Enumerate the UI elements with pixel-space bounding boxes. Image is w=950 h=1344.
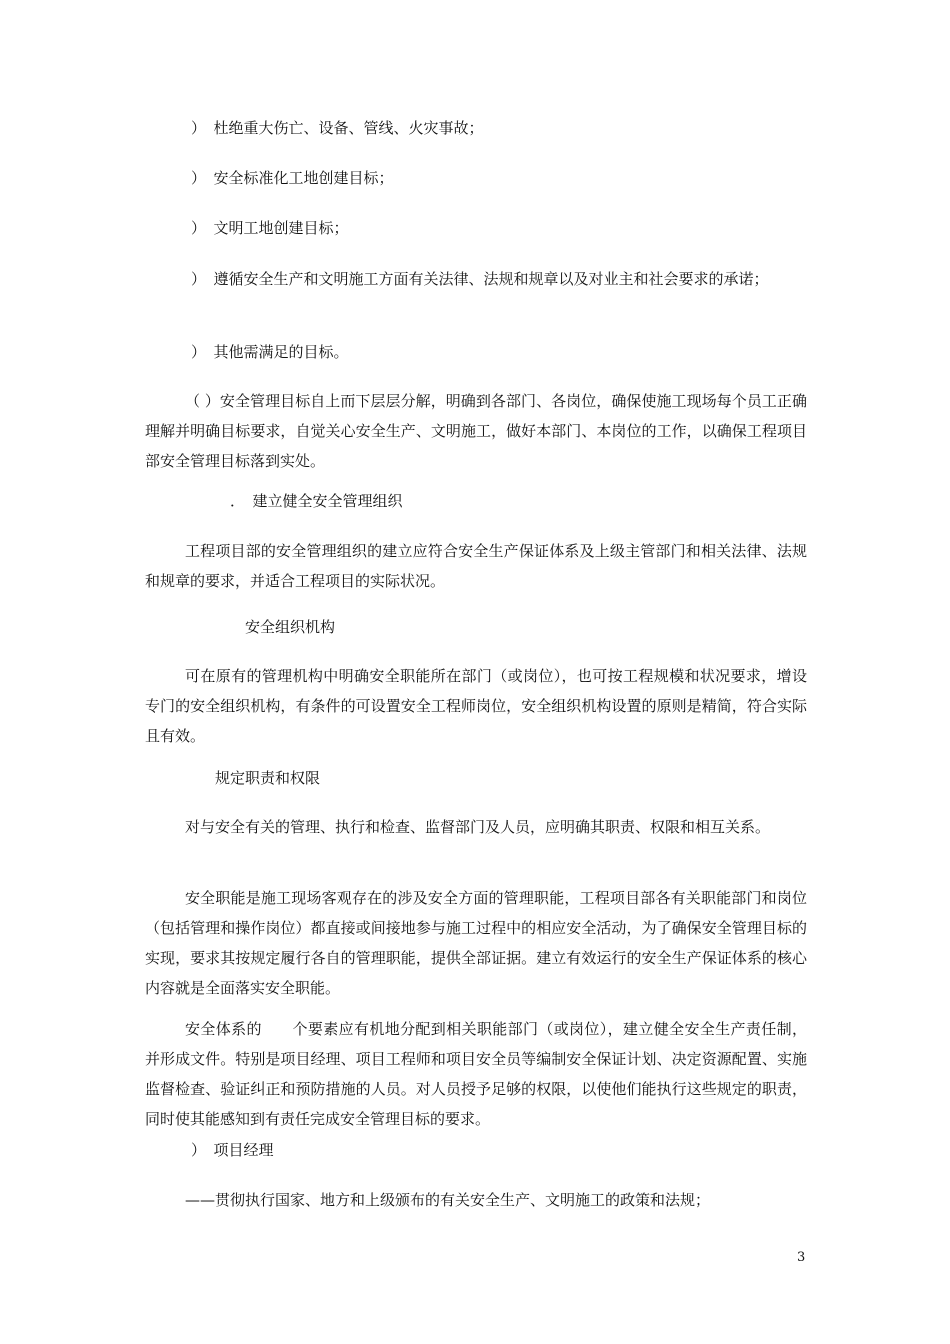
list-item: ） 杜绝重大伤亡、设备、管线、火灾事故； — [191, 119, 484, 137]
paragraph: ——贯彻执行国家、地方和上级颁布的有关安全生产、文明施工的政策和法规； — [185, 1191, 711, 1209]
page-number: 3 — [797, 1250, 806, 1265]
list-item: ） 其他需满足的目标。 — [191, 343, 349, 361]
section-heading: ． 建立健全安全管理组织 — [230, 492, 403, 510]
list-item: ） 遵循安全生产和文明施工方面有关法律、法规和规章以及对业主和社会要求的承诺； — [191, 270, 769, 288]
paragraph: 可在原有的管理机构中明确安全职能所在部门（或岗位），也可按工程规模和状况要求，增设专门的安全组织机构，有条件的可设置安全工程师岗位，安全组织机构设置的原则是精简，符合实际且有效。 — [145, 667, 807, 745]
paragraph: （ ）安全管理目标自上而下层层分解，明确到各部门、各岗位，确保使施工现场每个员工正确理解并明确目标要求，自觉关心安全生产、文明施工，做好本部门、本岗位的工作，以确保工程项目部安全管理目标落到实处。 — [145, 392, 807, 470]
section-heading: 规定职责和权限 — [215, 769, 321, 787]
paragraph: 工程项目部的安全管理组织的建立应符合安全生产保证体系及上级主管部门和相关法律、法规和规章的要求，并适合工程项目的实际状况。 — [145, 542, 807, 590]
list-item: ） 安全标准化工地创建目标； — [191, 169, 394, 187]
section-heading: ） 项目经理 — [191, 1141, 274, 1159]
paragraph: 安全体系的 个要素应有机地分配到相关职能部门（或岗位），建立健全安全生产责任制，并形成文件。特别是项目经理、项目工程师和项目安全员等编制安全保证计划、决定资源配置、实施监督检查、验证纠正和预防措施的人员。对人员授予足够的权限，以使他们能执行这些规定的职责，同时使其能感知到有责任完成安全管理目标的要求。 — [145, 1020, 807, 1128]
section-heading: 安全组织机构 — [245, 618, 336, 636]
list-item: ） 文明工地创建目标； — [191, 219, 349, 237]
paragraph: 对与安全有关的管理、执行和检查、监督部门及人员，应明确其职责、权限和相互关系。 — [185, 818, 771, 836]
paragraph: 安全职能是施工现场客观存在的涉及安全方面的管理职能，工程项目部各有关职能部门和岗位（包括管理和操作岗位）都直接或间接地参与施工过程中的相应安全活动，为了确保安全管理目标的实现，要求其按规定履行各自的管理职能，提供全部证据。建立有效运行的安全生产保证体系的核心内容就是全面落实安全职能。 — [145, 889, 807, 997]
